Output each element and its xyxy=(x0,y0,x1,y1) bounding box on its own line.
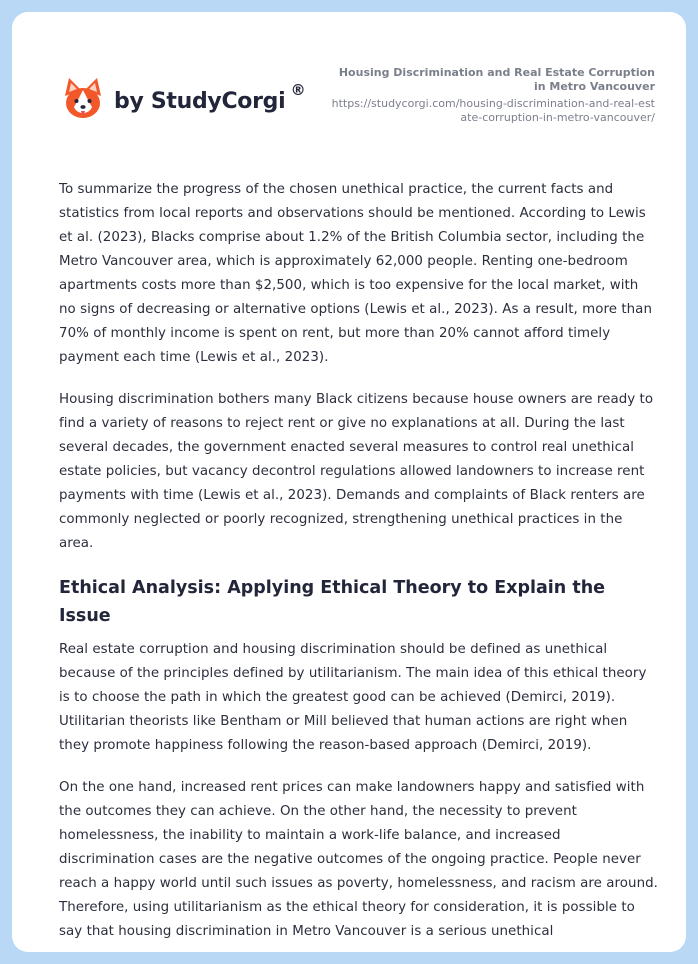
document-page xyxy=(12,12,686,952)
section-heading: Ethical Analysis: Applying Ethical Theory to Explain the Issue xyxy=(59,578,606,626)
paragraph-utilitarianism: Real estate corruption and housing discrimination should be defined as unethical because of the principles defined by utilitarianism. The main idea of this ethical theory is to choose the path in which the greatest good can be achieved (Demirci, 2019). Utilitarian theorists like Bentham or Mill believed that human actions are right when they promote happiness following the reason-based approach (Demirci, 2019). xyxy=(59,642,647,753)
document-title: Housing Discrimination and Real Estate Corruption in Metro Vancouver xyxy=(338,66,655,93)
page-header xyxy=(12,12,686,152)
paragraph-statistics: To summarize the progress of the chosen unethical practice, the current facts and statistics from local reports and observations should be mentioned. According to Lewis et al. (2023), Blacks comprise about 1.2% of the British Columbia sector, including the Metro Vancouver area, which is approximately 62,000 people. Renting one-bedroom apartments costs more than $2,500, which is too expensive for the local market, with no signs of decreasing or alternative options (Lewis et al., 2023). As a result, more than 70% of monthly income is spent on rent, but more than 20% cannot afford timely payment each time (Lewis et al., 2023). xyxy=(59,182,652,365)
document-meta xyxy=(325,66,655,125)
registered-mark: ® xyxy=(290,80,306,99)
paragraph-outcomes: On the one hand, increased rent prices can make landowners happy and satisfied with the outcomes they can achieve. On the other hand, the necessity to prevent homelessness, the inability to maintain a work-life balance, and increased discrimination cases are the negative outcomes of the ongoing practice. People never reach a happy world until such issues as poverty, homelessness, and racism are around. Therefore, using utilitarianism as the ethical theory for consideration, it is possible to say that housing discrimination in Metro Vancouver is a serious unethical xyxy=(59,780,658,939)
brand-name: by StudyCorgi ® xyxy=(114,80,306,114)
studycorgi-logo[interactable] xyxy=(60,76,306,122)
paragraph-discrimination: Housing discrimination bothers many Black citizens because house owners are ready to find a variety of reasons to reject rent or give no explanations at all. During the last several decades, the government enacted several measures to control real unethical estate policies, but vacancy decontrol regulations allowed landowners to increase rent payments with time (Lewis et al., 2023). Demands and complaints of Black renters are commonly neglected or poorly recognized, strengthening unethical practices in the area. xyxy=(59,392,654,551)
corgi-logo-icon xyxy=(60,76,106,122)
article-body xyxy=(59,178,659,952)
document-url[interactable]: https://studycorgi.com/housing-discrimination-and-real-estate-corruption-in-metro-vancouver/ xyxy=(331,97,655,124)
